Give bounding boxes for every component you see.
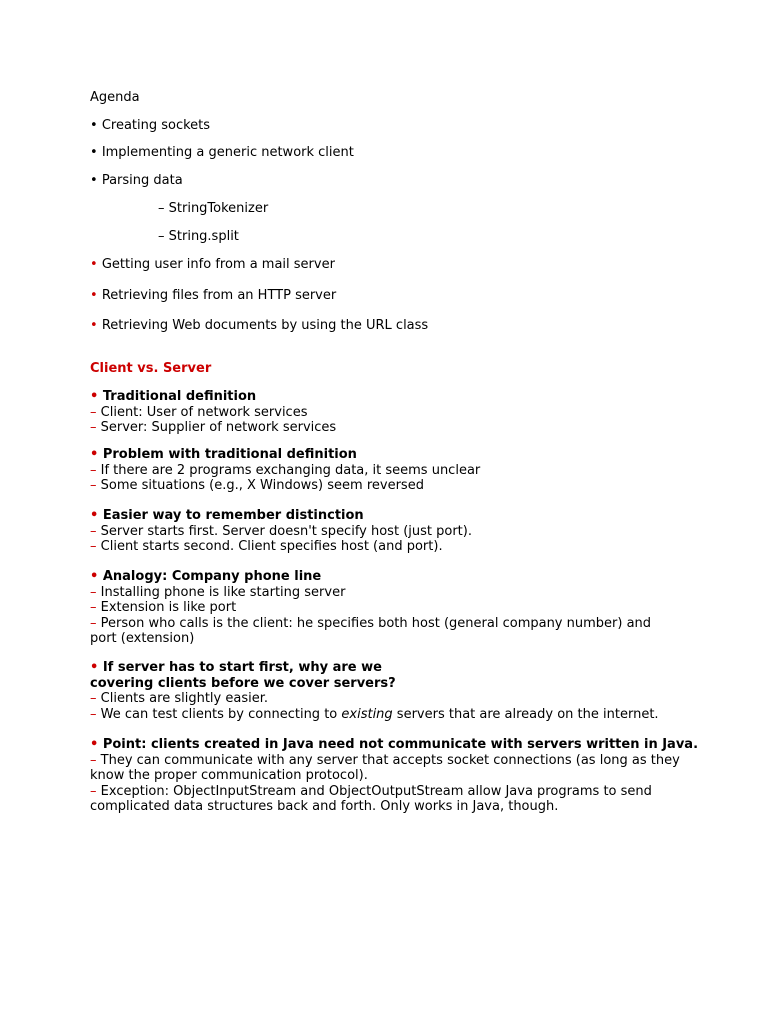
block-line-text: Server: Supplier of network services	[100, 420, 337, 435]
agenda-item-label: Retrieving Web documents by using the URL class	[101, 318, 429, 333]
block-line	[90, 691, 690, 707]
agenda-item	[90, 318, 428, 334]
agenda-item-label: Parsing data	[101, 173, 183, 188]
block-line-text: If there are 2 programs exchanging data, it seems unclear	[100, 462, 481, 478]
agenda-item-label: Getting user info from a mail server	[101, 257, 335, 272]
block-line	[90, 707, 690, 723]
dash: –	[90, 600, 97, 615]
dash: –	[90, 462, 97, 478]
section-block	[90, 660, 690, 722]
bullet: •	[90, 569, 99, 584]
block-heading-text: If server has to start first, why are we	[102, 660, 382, 675]
block-line-text-pre: We can test clients by connecting to	[100, 706, 342, 722]
block-line-text-post: servers that are already on the internet.	[392, 706, 659, 722]
bullet: •	[90, 318, 98, 333]
agenda-subitem: – StringTokenizer	[158, 201, 269, 216]
bullet: •	[90, 288, 98, 303]
agenda-item	[90, 257, 335, 273]
block-heading	[90, 508, 690, 524]
section-block	[90, 737, 699, 815]
section-block	[90, 569, 690, 647]
block-line-text: Some situations (e.g., X Windows) seem reversed	[100, 478, 424, 493]
block-line-text: Installing phone is like starting server	[100, 584, 346, 600]
agenda-subitem: – String.split	[158, 229, 239, 244]
section-block	[90, 508, 690, 555]
agenda-item-label: Retrieving files from an HTTP server	[101, 288, 337, 303]
block-line-text: Server starts first. Server doesn't specify host (just port).	[100, 523, 472, 539]
agenda-item	[90, 118, 210, 134]
block-heading	[90, 447, 690, 463]
agenda-item	[90, 288, 336, 304]
block-heading	[90, 660, 690, 676]
dash: –	[90, 523, 97, 539]
block-line	[90, 600, 690, 616]
block-heading	[90, 737, 699, 753]
dash: –	[90, 783, 97, 799]
block-heading-text: Traditional definition	[102, 389, 257, 404]
block-line	[90, 753, 680, 784]
dash: –	[90, 420, 97, 435]
emphasized-word: existing	[341, 706, 393, 722]
block-line	[90, 405, 690, 421]
dash: –	[90, 404, 97, 420]
dash: –	[90, 539, 97, 554]
block-line	[90, 420, 690, 436]
block-heading-text: Easier way to remember distinction	[102, 508, 364, 523]
block-line-text: Exception: ObjectInputStream and ObjectOutputStream allow Java programs to send complicated data structures back and forth. Only works in Java, though.	[90, 783, 652, 814]
block-heading-text: Point: clients created in Java need not communicate with servers written in Java.	[102, 737, 699, 752]
block-line	[90, 524, 690, 540]
agenda-item-label: Creating sockets	[101, 118, 211, 133]
section-block	[90, 447, 690, 494]
bullet: •	[90, 389, 99, 404]
block-line-text: Extension is like port	[100, 600, 237, 615]
agenda-item-label: Implementing a generic network client	[101, 145, 354, 160]
block-heading	[90, 389, 690, 405]
bullet: •	[90, 257, 98, 272]
section-title: Client vs. Server	[90, 361, 212, 376]
block-line	[90, 478, 690, 494]
block-line-text: Client starts second. Client specifies host (and port).	[100, 539, 443, 554]
block-line-text: Client: User of network services	[100, 404, 308, 420]
bullet: •	[90, 737, 99, 752]
dash: –	[90, 615, 97, 631]
bullet: •	[90, 145, 98, 160]
bullet: •	[90, 447, 99, 462]
block-heading	[90, 569, 690, 585]
block-line-text: They can communicate with any server that accepts socket connections (as long as they know the proper communication protocol).	[90, 752, 680, 783]
bullet: •	[90, 173, 98, 188]
block-line	[90, 784, 680, 815]
bullet: •	[90, 508, 99, 523]
block-heading-text: Problem with traditional definition	[102, 447, 357, 462]
block-heading-text: Analogy: Company phone line	[102, 569, 322, 584]
block-line-text: Person who calls is the client: he specifies both host (general company number) and port (extension)	[90, 615, 652, 646]
block-heading-continued: covering clients before we cover servers?	[90, 675, 396, 691]
block-line	[90, 463, 690, 479]
block-line	[90, 585, 690, 601]
block-line	[90, 616, 680, 647]
block-line-text: Clients are slightly easier.	[100, 691, 268, 706]
block-line	[90, 539, 690, 555]
agenda-title: Agenda	[90, 90, 140, 105]
dash: –	[90, 691, 97, 706]
dash: –	[90, 706, 97, 722]
agenda-item	[90, 145, 354, 161]
bullet: •	[90, 660, 99, 675]
dash: –	[90, 752, 97, 768]
bullet: •	[90, 118, 98, 133]
dash: –	[90, 584, 97, 600]
agenda-item	[90, 173, 183, 189]
section-block	[90, 389, 690, 436]
dash: –	[90, 478, 97, 493]
